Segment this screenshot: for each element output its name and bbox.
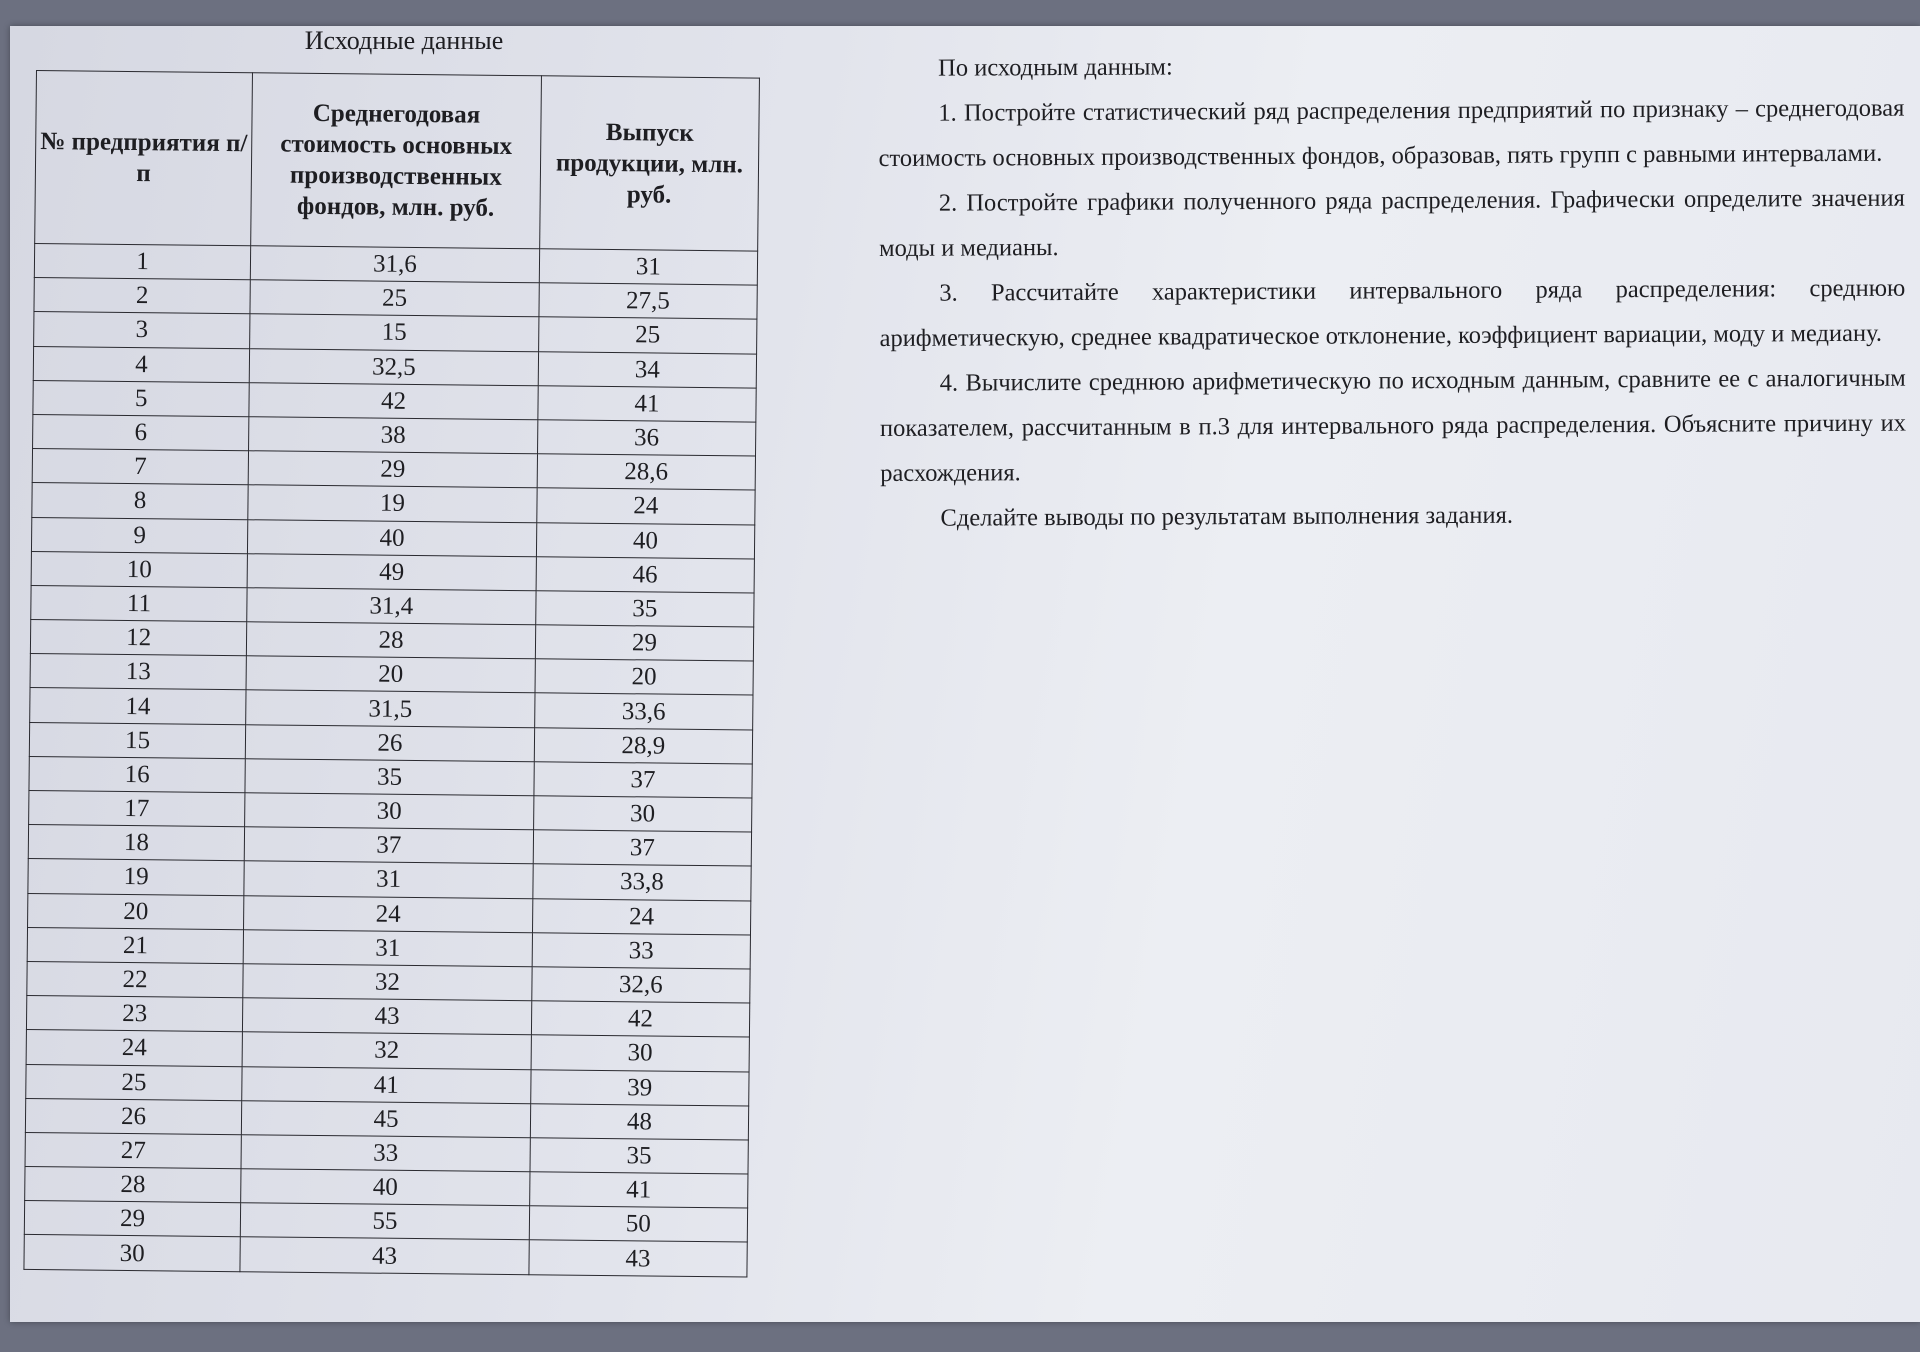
cell-enterprise-number: 21 xyxy=(27,927,244,963)
cell-fixed-assets-value: 28 xyxy=(247,622,536,659)
cell-production-output: 30 xyxy=(531,1035,750,1071)
cell-enterprise-number: 17 xyxy=(29,790,246,826)
cell-fixed-assets-value: 37 xyxy=(244,827,533,864)
table-header-row xyxy=(35,71,760,252)
cell-fixed-assets-value: 32,5 xyxy=(249,348,538,385)
cell-production-output: 35 xyxy=(530,1138,749,1174)
cell-fixed-assets-value: 41 xyxy=(242,1066,531,1103)
cell-enterprise-number: 2 xyxy=(34,278,251,314)
cell-fixed-assets-value: 49 xyxy=(247,553,536,590)
cell-enterprise-number: 9 xyxy=(31,517,248,553)
cell-production-output: 32,6 xyxy=(532,967,751,1003)
cell-enterprise-number: 5 xyxy=(33,380,250,416)
cell-enterprise-number: 20 xyxy=(28,893,245,929)
table-row xyxy=(24,1235,747,1277)
cell-production-output: 37 xyxy=(533,830,752,866)
cell-fixed-assets-value: 30 xyxy=(245,793,534,830)
table-title: Исходные данные xyxy=(304,26,504,55)
cell-production-output: 33 xyxy=(532,932,751,968)
cell-fixed-assets-value: 32 xyxy=(243,964,532,1001)
cell-production-output: 48 xyxy=(530,1103,749,1139)
cell-fixed-assets-value: 25 xyxy=(250,280,539,317)
header-fixed-assets-value: Среднегодовая стоимость основных производственных фондов, млн. руб. xyxy=(251,73,541,249)
cell-production-output: 43 xyxy=(529,1240,748,1276)
cell-production-output: 30 xyxy=(533,796,752,832)
cell-production-output: 36 xyxy=(537,420,756,456)
task-item-4: 4. Вычислите среднюю арифметическую по исходным данным, сравните ее с аналогичным показателем, рассчитанным в п.3 для интервального ряда распределения. Объясните причину их расхождения. xyxy=(879,364,1907,487)
cell-enterprise-number: 18 xyxy=(28,825,245,861)
cell-fixed-assets-value: 35 xyxy=(245,759,534,796)
cell-enterprise-number: 29 xyxy=(24,1201,241,1237)
cell-enterprise-number: 12 xyxy=(30,620,247,656)
cell-production-output: 28,9 xyxy=(534,727,753,763)
cell-production-output: 46 xyxy=(536,556,755,592)
cell-production-output: 29 xyxy=(535,625,754,661)
cell-production-output: 34 xyxy=(538,351,757,387)
cell-fixed-assets-value: 26 xyxy=(245,724,534,761)
cell-enterprise-number: 16 xyxy=(29,756,246,792)
cell-enterprise-number: 10 xyxy=(31,551,248,587)
cell-fixed-assets-value: 40 xyxy=(248,519,537,556)
cell-enterprise-number: 6 xyxy=(33,414,250,450)
header-production-output: Выпуск продукции, млн. руб. xyxy=(539,76,759,251)
cell-production-output: 50 xyxy=(529,1206,748,1242)
cell-production-output: 24 xyxy=(532,898,751,934)
cell-fixed-assets-value: 31,5 xyxy=(246,690,535,727)
cell-enterprise-number: 24 xyxy=(26,1030,243,1066)
cell-enterprise-number: 26 xyxy=(25,1098,242,1134)
cell-production-output: 42 xyxy=(531,1001,750,1037)
cell-production-output: 40 xyxy=(536,522,755,558)
cell-production-output: 27,5 xyxy=(539,283,758,319)
cell-fixed-assets-value: 42 xyxy=(249,383,538,420)
cell-enterprise-number: 22 xyxy=(27,961,244,997)
cell-fixed-assets-value: 31,4 xyxy=(247,588,536,625)
cell-production-output: 31 xyxy=(539,249,758,285)
cell-production-output: 41 xyxy=(538,386,757,422)
cell-production-output: 20 xyxy=(535,659,754,695)
task-item-2: 2. Постройте графики полученного ряда распределения. Графически определите значения моды и медианы. xyxy=(878,184,1905,262)
cell-fixed-assets-value: 55 xyxy=(240,1203,529,1240)
cell-fixed-assets-value: 15 xyxy=(250,314,539,351)
cell-production-output: 24 xyxy=(537,488,756,524)
cell-fixed-assets-value: 43 xyxy=(243,998,532,1035)
cell-enterprise-number: 23 xyxy=(26,996,243,1032)
cell-fixed-assets-value: 19 xyxy=(248,485,537,522)
cell-fixed-assets-value: 45 xyxy=(242,1100,531,1137)
cell-fixed-assets-value: 40 xyxy=(241,1169,530,1206)
cell-enterprise-number: 14 xyxy=(30,688,247,724)
cell-enterprise-number: 11 xyxy=(31,585,248,621)
task-conclusion: Сделайте выводы по результатам выполнения задания. xyxy=(940,501,1514,532)
header-enterprise-number: № предприятия п/п xyxy=(35,71,253,246)
cell-fixed-assets-value: 33 xyxy=(241,1135,530,1172)
cell-enterprise-number: 25 xyxy=(26,1064,243,1100)
cell-enterprise-number: 7 xyxy=(32,449,249,485)
cell-production-output: 33,6 xyxy=(534,693,753,729)
cell-production-output: 39 xyxy=(530,1069,749,1105)
cell-enterprise-number: 19 xyxy=(28,859,245,895)
cell-enterprise-number: 28 xyxy=(25,1167,242,1203)
cell-fixed-assets-value: 43 xyxy=(240,1237,529,1274)
cell-fixed-assets-value: 31,6 xyxy=(251,246,540,283)
cell-production-output: 28,6 xyxy=(537,454,756,490)
cell-enterprise-number: 15 xyxy=(29,722,246,758)
cell-fixed-assets-value: 31 xyxy=(244,861,533,898)
cell-fixed-assets-value: 32 xyxy=(242,1032,531,1069)
document-page xyxy=(10,26,1920,1322)
cell-fixed-assets-value: 29 xyxy=(248,451,537,488)
cell-production-output: 35 xyxy=(535,591,754,627)
cell-production-output: 41 xyxy=(529,1172,748,1208)
cell-enterprise-number: 30 xyxy=(24,1235,241,1271)
task-item-3: 3. Рассчитайте характеристики интервального ряда распределения: среднюю арифметическую, среднее квадратическое отклонение, коэффициент вариации, моду и медиану. xyxy=(879,274,1906,352)
cell-enterprise-number: 3 xyxy=(34,312,251,348)
cell-fixed-assets-value: 24 xyxy=(244,895,533,932)
cell-enterprise-number: 27 xyxy=(25,1132,242,1168)
task-intro: По исходным данным: xyxy=(938,53,1173,82)
cell-enterprise-number: 4 xyxy=(33,346,250,382)
cell-fixed-assets-value: 38 xyxy=(249,417,538,454)
cell-enterprise-number: 13 xyxy=(30,654,247,690)
task-text xyxy=(878,41,1907,541)
cell-production-output: 33,8 xyxy=(533,864,752,900)
source-data-table xyxy=(23,70,760,1277)
cell-enterprise-number: 8 xyxy=(32,483,249,519)
cell-production-output: 37 xyxy=(534,762,753,798)
table-body xyxy=(24,243,758,1276)
cell-fixed-assets-value: 31 xyxy=(243,929,532,966)
task-item-1: 1. Постройте статистический ряд распределения предприятий по признаку – среднегодовая стоимость основных производственных фондов, образовав, пять групп с равными интервалами. xyxy=(878,94,1905,172)
cell-production-output: 25 xyxy=(538,317,757,353)
cell-fixed-assets-value: 20 xyxy=(246,656,535,693)
cell-enterprise-number: 1 xyxy=(34,243,251,279)
